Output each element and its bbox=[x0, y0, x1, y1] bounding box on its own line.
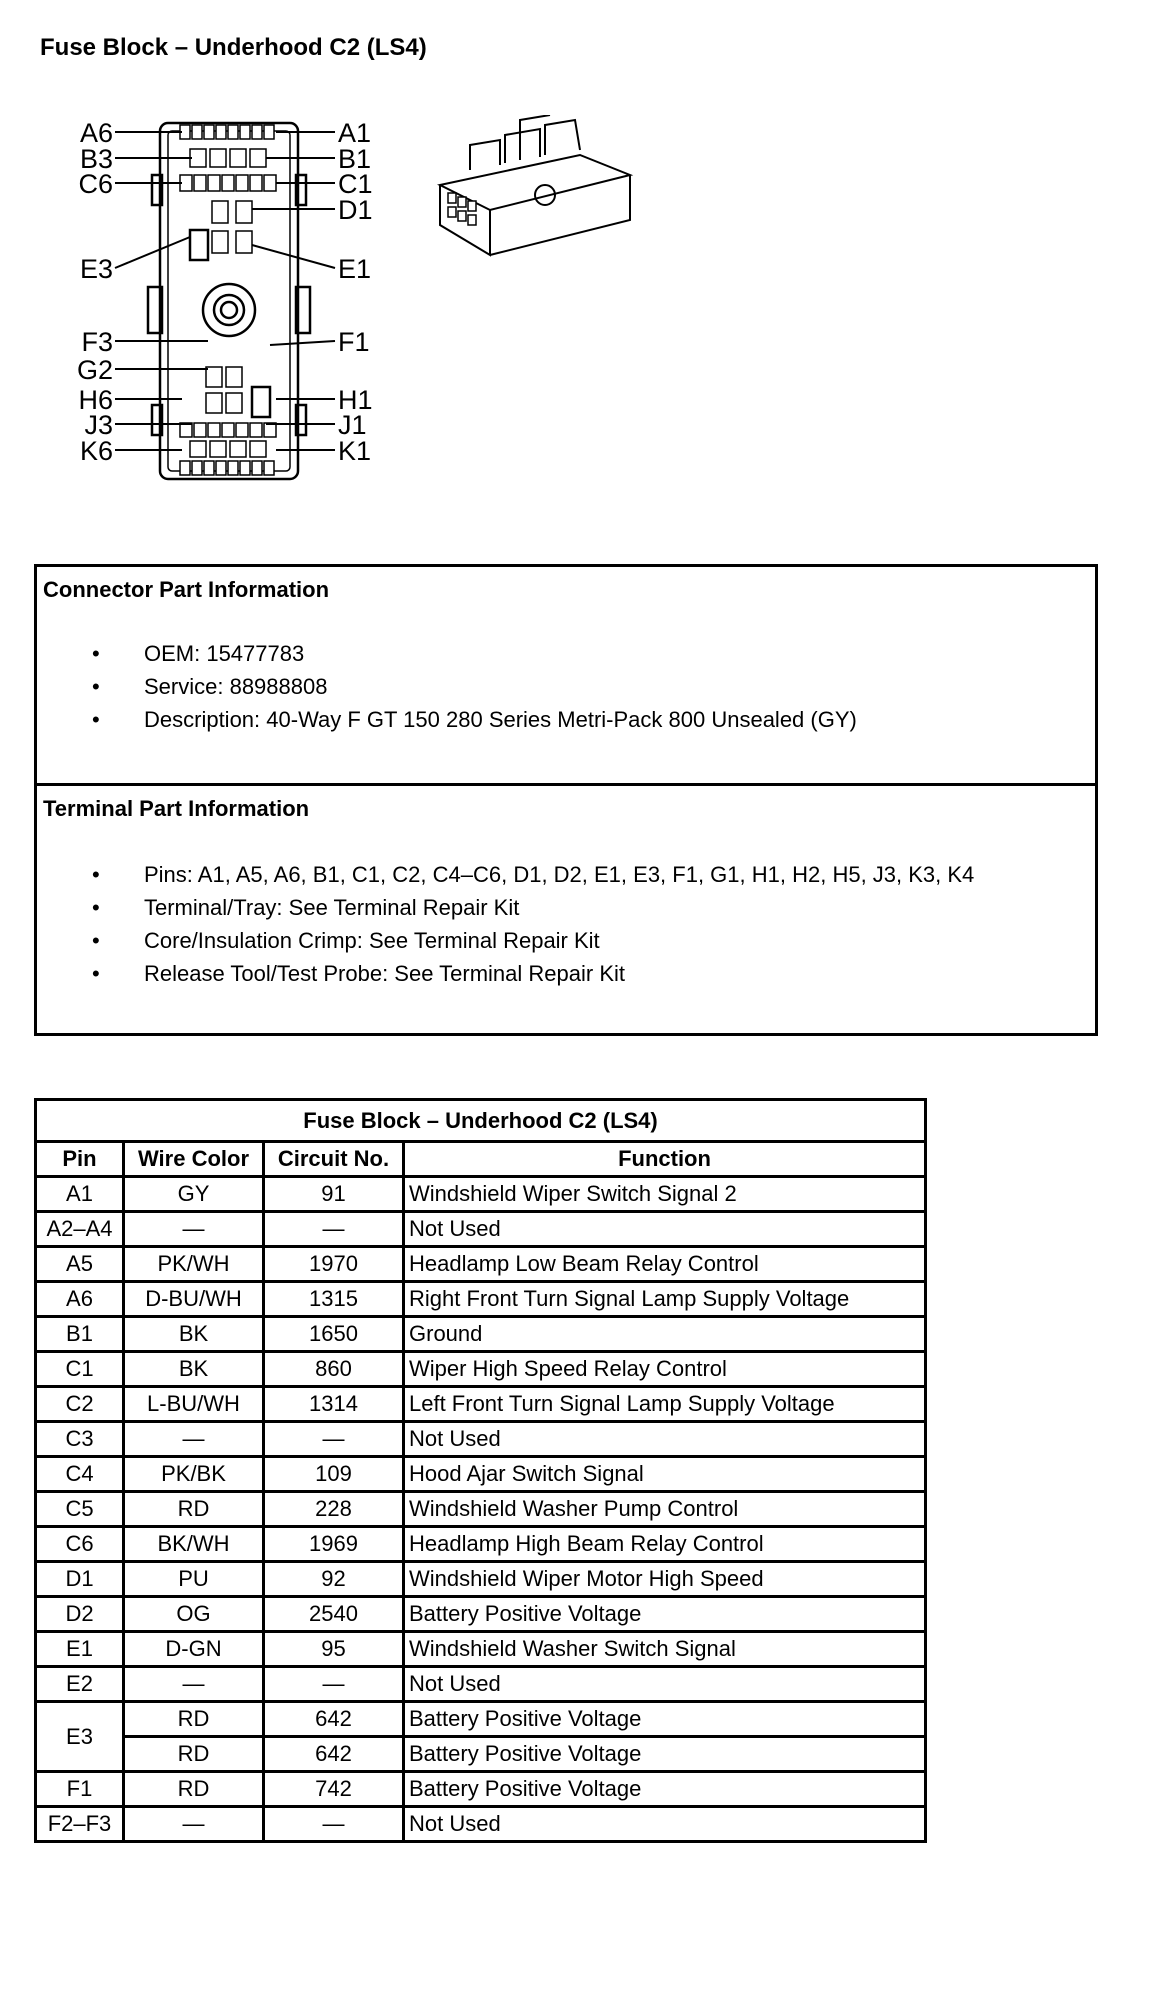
wire-color-cell: BK bbox=[124, 1352, 264, 1387]
pin-cell: C4 bbox=[36, 1457, 124, 1492]
circuit-number-cell: 109 bbox=[264, 1457, 404, 1492]
pin-cell: A2–A4 bbox=[36, 1212, 124, 1247]
terminal-info-heading: Terminal Part Information bbox=[43, 796, 310, 821]
pin-label-g2: G2 bbox=[76, 355, 113, 385]
pin-label-e3: E3 bbox=[79, 254, 113, 284]
function-cell: Wiper High Speed Relay Control bbox=[404, 1352, 926, 1387]
wire-color-cell: BK bbox=[124, 1317, 264, 1352]
table-row bbox=[36, 1492, 926, 1527]
function-cell: Headlamp Low Beam Relay Control bbox=[404, 1247, 926, 1282]
wire-color-cell: — bbox=[124, 1422, 264, 1457]
pin-cell: E2 bbox=[36, 1667, 124, 1702]
pin-cell: A6 bbox=[36, 1282, 124, 1317]
table-row bbox=[36, 1702, 926, 1737]
center-bolt-icon bbox=[203, 284, 255, 336]
terminal-info-item: • Core/Insulation Crimp: See Terminal Repair Kit bbox=[37, 924, 974, 957]
circuit-number-cell: — bbox=[264, 1807, 404, 1842]
table-row bbox=[36, 1667, 926, 1702]
wire-color-cell: RD bbox=[124, 1702, 264, 1737]
terminal-info-item: • Release Tool/Test Probe: See Terminal Repair Kit bbox=[37, 957, 974, 990]
circuit-number-cell: 1970 bbox=[264, 1247, 404, 1282]
table-row bbox=[36, 1282, 926, 1317]
pin-label-c6: C6 bbox=[78, 169, 113, 199]
pin-label-k6: K6 bbox=[79, 436, 113, 466]
function-cell: Not Used bbox=[404, 1807, 926, 1842]
circuit-number-cell: 742 bbox=[264, 1772, 404, 1807]
function-cell: Not Used bbox=[404, 1422, 926, 1457]
wire-color-cell: PK/WH bbox=[124, 1247, 264, 1282]
wire-color-cell: RD bbox=[124, 1772, 264, 1807]
connector-info-list bbox=[37, 637, 857, 736]
connector-part-information bbox=[37, 567, 1095, 786]
pin-label-b3: B3 bbox=[79, 144, 113, 174]
table-row bbox=[36, 1597, 926, 1632]
pin-label-a1: A1 bbox=[338, 118, 372, 148]
table-caption: Fuse Block – Underhood C2 (LS4) bbox=[36, 1100, 926, 1142]
function-cell: Windshield Washer Pump Control bbox=[404, 1492, 926, 1527]
function-cell: Ground bbox=[404, 1317, 926, 1352]
column-header-circuit-no: Circuit No. bbox=[264, 1142, 404, 1177]
table-row bbox=[36, 1772, 926, 1807]
table-row bbox=[36, 1457, 926, 1492]
table-row bbox=[36, 1247, 926, 1282]
function-cell: Battery Positive Voltage bbox=[404, 1702, 926, 1737]
connector-info-item: • Description: 40-Way F GT 150 280 Series Metri-Pack 800 Unsealed (GY) bbox=[37, 703, 857, 736]
pin-label-h1: H1 bbox=[338, 385, 373, 415]
circuit-number-cell: — bbox=[264, 1422, 404, 1457]
circuit-number-cell: 91 bbox=[264, 1177, 404, 1212]
table-row bbox=[36, 1737, 926, 1772]
connector-face-diagram bbox=[40, 105, 430, 495]
connector-info-item: • Service: 88988808 bbox=[37, 670, 857, 703]
pin-cell: C1 bbox=[36, 1352, 124, 1387]
pin-cell: F1 bbox=[36, 1772, 124, 1807]
pin-label-e1: E1 bbox=[338, 254, 372, 284]
function-cell: Battery Positive Voltage bbox=[404, 1597, 926, 1632]
function-cell: Headlamp High Beam Relay Control bbox=[404, 1527, 926, 1562]
table-row bbox=[36, 1527, 926, 1562]
pin-label-k1: K1 bbox=[338, 436, 372, 466]
connector-info-item: • OEM: 15477783 bbox=[37, 637, 857, 670]
wire-color-cell: — bbox=[124, 1212, 264, 1247]
wire-color-cell: GY bbox=[124, 1177, 264, 1212]
pin-label-j1: J1 bbox=[338, 410, 367, 440]
pin-cell: D1 bbox=[36, 1562, 124, 1597]
circuit-number-cell: 2540 bbox=[264, 1597, 404, 1632]
function-cell: Not Used bbox=[404, 1667, 926, 1702]
table-row bbox=[36, 1562, 926, 1597]
wire-color-cell: D-GN bbox=[124, 1632, 264, 1667]
function-cell: Windshield Washer Switch Signal bbox=[404, 1632, 926, 1667]
function-cell: Battery Positive Voltage bbox=[404, 1737, 926, 1772]
function-cell: Right Front Turn Signal Lamp Supply Voltage bbox=[404, 1282, 926, 1317]
column-header-pin: Pin bbox=[36, 1142, 124, 1177]
part-information-box bbox=[34, 564, 1098, 1036]
wire-color-cell: — bbox=[124, 1667, 264, 1702]
connector-isometric-sketch bbox=[430, 115, 640, 265]
table-row bbox=[36, 1387, 926, 1422]
pin-label-a6: A6 bbox=[79, 118, 113, 148]
pin-label-f3: F3 bbox=[81, 327, 113, 357]
function-cell: Not Used bbox=[404, 1212, 926, 1247]
table-row bbox=[36, 1807, 926, 1842]
wire-color-cell: PK/BK bbox=[124, 1457, 264, 1492]
pin-label-h6: H6 bbox=[78, 385, 113, 415]
circuit-number-cell: 1314 bbox=[264, 1387, 404, 1422]
wire-color-cell: RD bbox=[124, 1737, 264, 1772]
table-row bbox=[36, 1422, 926, 1457]
terminal-info-list bbox=[37, 858, 974, 990]
function-cell: Windshield Wiper Motor High Speed bbox=[404, 1562, 926, 1597]
connector-info-heading: Connector Part Information bbox=[43, 577, 330, 602]
table-row bbox=[36, 1177, 926, 1212]
pin-label-d1: D1 bbox=[338, 195, 373, 225]
column-header-wire-color: Wire Color bbox=[124, 1142, 264, 1177]
circuit-number-cell: — bbox=[264, 1667, 404, 1702]
table-row bbox=[36, 1632, 926, 1667]
wire-color-cell: OG bbox=[124, 1597, 264, 1632]
pin-cell: E3 bbox=[36, 1702, 124, 1772]
pin-label-b1: B1 bbox=[338, 144, 372, 174]
wire-color-cell: D-BU/WH bbox=[124, 1282, 264, 1317]
terminal-info-item: • Pins: A1, A5, A6, B1, C1, C2, C4–C6, D1, D2, E1, E3, F1, G1, H1, H2, H5, J3, K3, K4 bbox=[37, 858, 974, 891]
wire-color-cell: L-BU/WH bbox=[124, 1387, 264, 1422]
pin-cell: C2 bbox=[36, 1387, 124, 1422]
circuit-number-cell: 642 bbox=[264, 1737, 404, 1772]
table-row bbox=[36, 1352, 926, 1387]
table-row bbox=[36, 1317, 926, 1352]
pin-cell: A1 bbox=[36, 1177, 124, 1212]
pin-cell: E1 bbox=[36, 1632, 124, 1667]
pin-cell: A5 bbox=[36, 1247, 124, 1282]
terminal-info-item: • Terminal/Tray: See Terminal Repair Kit bbox=[37, 891, 974, 924]
function-cell: Hood Ajar Switch Signal bbox=[404, 1457, 926, 1492]
circuit-number-cell: 1650 bbox=[264, 1317, 404, 1352]
pin-label-f1: F1 bbox=[338, 327, 370, 357]
circuit-number-cell: 642 bbox=[264, 1702, 404, 1737]
table-row bbox=[36, 1212, 926, 1247]
pin-label-c1: C1 bbox=[338, 169, 373, 199]
pin-cell: C3 bbox=[36, 1422, 124, 1457]
pin-cell: F2–F3 bbox=[36, 1807, 124, 1842]
circuit-number-cell: 1969 bbox=[264, 1527, 404, 1562]
page-title: Fuse Block – Underhood C2 (LS4) bbox=[40, 34, 427, 61]
wire-color-cell: RD bbox=[124, 1492, 264, 1527]
function-cell: Windshield Wiper Switch Signal 2 bbox=[404, 1177, 926, 1212]
circuit-number-cell: 228 bbox=[264, 1492, 404, 1527]
circuit-number-cell: 860 bbox=[264, 1352, 404, 1387]
pin-label-j3: J3 bbox=[84, 410, 113, 440]
pin-cell: B1 bbox=[36, 1317, 124, 1352]
pin-function-table bbox=[34, 1098, 927, 1843]
circuit-number-cell: 95 bbox=[264, 1632, 404, 1667]
pin-cell: D2 bbox=[36, 1597, 124, 1632]
function-cell: Battery Positive Voltage bbox=[404, 1772, 926, 1807]
circuit-number-cell: 92 bbox=[264, 1562, 404, 1597]
circuit-number-cell: — bbox=[264, 1212, 404, 1247]
wire-color-cell: BK/WH bbox=[124, 1527, 264, 1562]
function-cell: Left Front Turn Signal Lamp Supply Voltage bbox=[404, 1387, 926, 1422]
circuit-number-cell: 1315 bbox=[264, 1282, 404, 1317]
wire-color-cell: — bbox=[124, 1807, 264, 1842]
pin-table-body bbox=[36, 1177, 926, 1842]
column-header-function: Function bbox=[404, 1142, 926, 1177]
wire-color-cell: PU bbox=[124, 1562, 264, 1597]
pin-cell: C6 bbox=[36, 1527, 124, 1562]
pin-cell: C5 bbox=[36, 1492, 124, 1527]
